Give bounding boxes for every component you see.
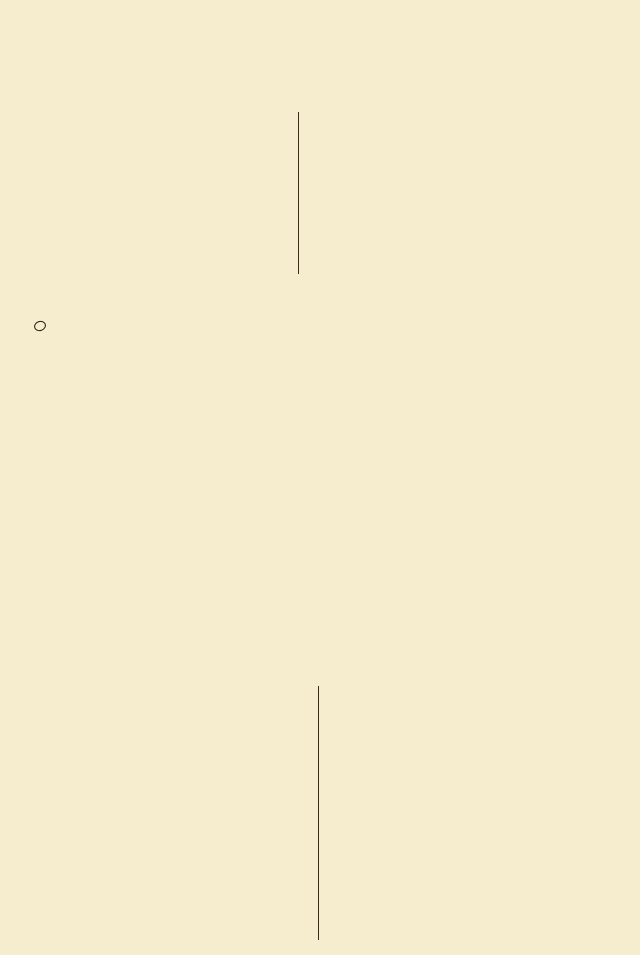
music-score: [0, 332, 640, 642]
half-note-icon: [33, 319, 48, 333]
column-divider-bottom: [318, 686, 319, 940]
column-divider-top: [298, 112, 299, 274]
